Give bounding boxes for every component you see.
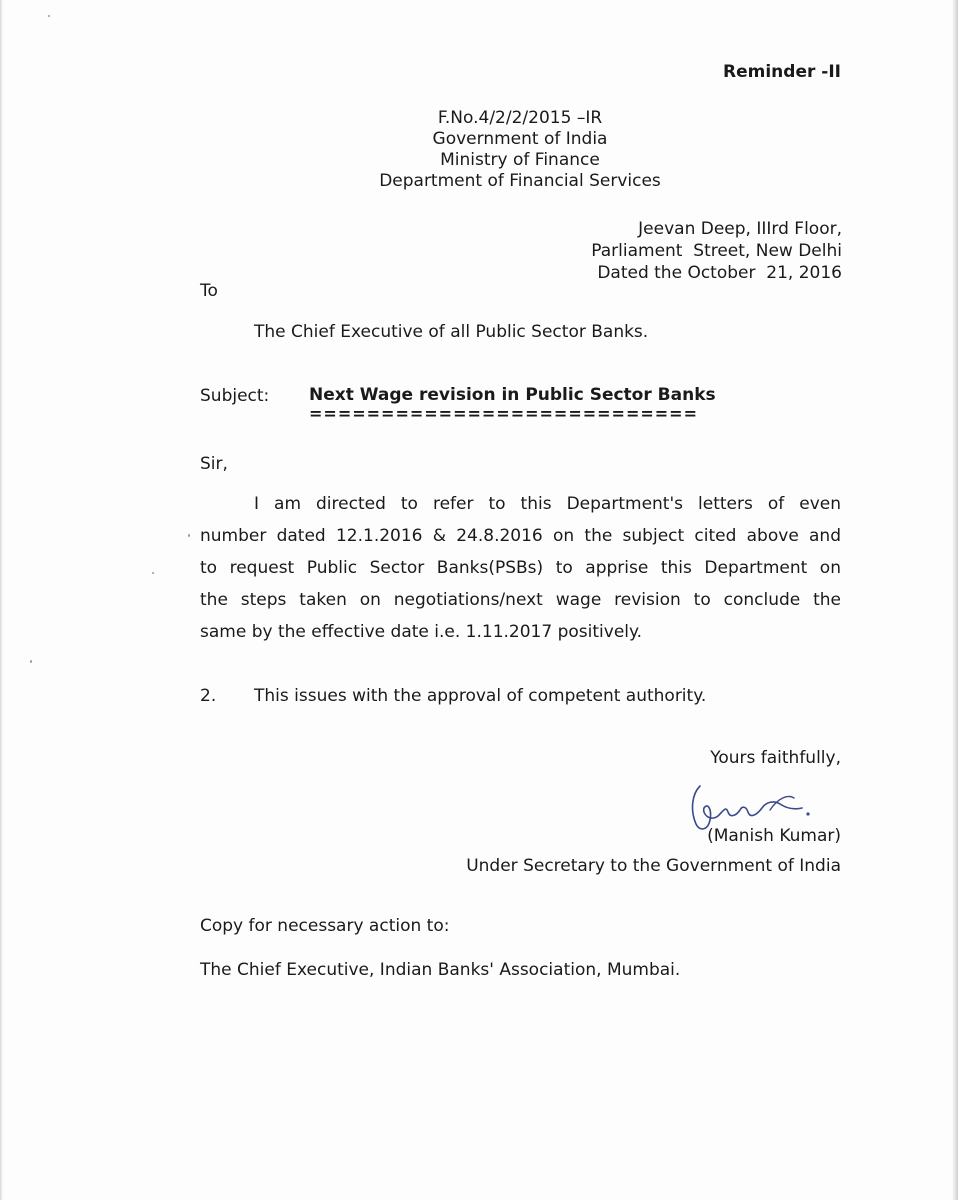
subject-underline: =========================== xyxy=(309,404,698,423)
copy-label: Copy for necessary action to: xyxy=(200,916,450,936)
subject-text: Next Wage revision in Public Sector Banks xyxy=(309,385,716,405)
paragraph-1-line-3: to request Public Sector Banks(PSBs) to apprise this Department on xyxy=(200,558,841,578)
file-number: F.No.4/2/2/2015 –IR xyxy=(437,108,603,128)
reminder-label: Reminder -II xyxy=(723,62,841,82)
letter-date: Dated the October 21, 2016 xyxy=(597,263,842,283)
paragraph-1-line-5: same by the effective date i.e. 1.11.2017 positively. xyxy=(200,622,643,642)
page-edge-left xyxy=(0,0,3,1200)
paragraph-2-number: 2. xyxy=(200,686,217,706)
paragraph-1-line-4: the steps taken on negotiations/next wage revision to conclude the xyxy=(200,590,841,610)
paragraph-1-line-2: number dated 12.1.2016 & 24.8.2016 on the subject cited above and xyxy=(200,526,841,546)
to-label: To xyxy=(200,281,218,301)
scan-speck xyxy=(152,572,154,574)
ministry-name: Ministry of Finance xyxy=(440,150,600,170)
signer-designation: Under Secretary to the Government of India xyxy=(466,856,841,876)
sender-address xyxy=(591,218,842,284)
paragraph-1-line-1: I am directed to refer to this Department's letters of even xyxy=(254,494,841,514)
paragraph-2-text: This issues with the approval of competent authority. xyxy=(254,686,707,706)
page-edge-right xyxy=(952,0,958,1200)
scan-speck xyxy=(30,660,32,663)
body-paragraph-1 xyxy=(200,488,841,648)
address-line-2: Parliament Street, New Delhi xyxy=(591,241,842,261)
letter-header xyxy=(340,108,700,192)
copy-recipient: The Chief Executive, Indian Banks' Association, Mumbai. xyxy=(200,960,681,980)
department-name: Department of Financial Services xyxy=(379,171,661,191)
scan-speck xyxy=(188,534,190,537)
subject-label: Subject: xyxy=(200,386,270,406)
salutation: Sir, xyxy=(200,454,228,474)
government-name: Government of India xyxy=(432,129,608,149)
addressee: The Chief Executive of all Public Sector Banks. xyxy=(254,322,649,342)
scan-speck xyxy=(48,15,50,17)
address-line-1: Jeevan Deep, IIIrd Floor, xyxy=(638,219,842,239)
closing-salutation: Yours faithfully, xyxy=(710,748,841,768)
signer-name: (Manish Kumar) xyxy=(707,826,841,846)
